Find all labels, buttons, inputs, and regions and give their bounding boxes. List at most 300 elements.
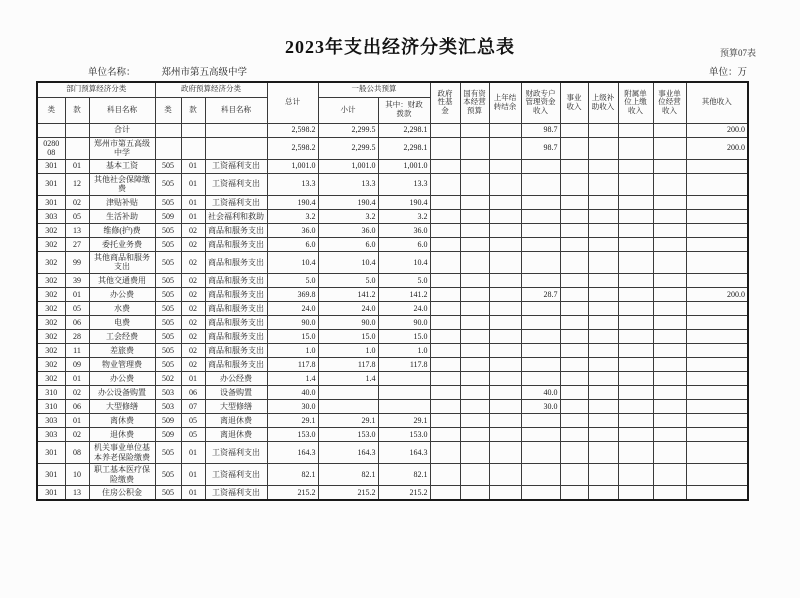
dept-item-cell: 06	[65, 316, 89, 330]
other-income-cell: 200.0	[686, 288, 748, 302]
gov-item-cell	[181, 123, 205, 137]
gov-fund-cell	[430, 209, 460, 223]
state-capital-cell	[460, 344, 489, 358]
public-subtotal-cell: 1.0	[318, 344, 378, 358]
dept-subject-cell: 办公设备购置	[89, 386, 155, 400]
business-operating-cell	[653, 137, 686, 159]
public-fiscal-cell: 13.3	[378, 173, 430, 195]
gov-fund-cell	[430, 386, 460, 400]
table-row	[37, 223, 748, 237]
gov-fund-cell	[430, 123, 460, 137]
public-fiscal-cell	[378, 372, 430, 386]
dept-class-cell: 302	[37, 251, 65, 273]
public-subtotal-cell: 13.3	[318, 173, 378, 195]
dept-item-cell: 01	[65, 414, 89, 428]
dept-subject-cell: 大型修缮	[89, 400, 155, 414]
business-income-cell	[560, 344, 588, 358]
superior-subsidy-cell	[588, 195, 618, 209]
gov-fund-cell	[430, 414, 460, 428]
business-income-cell	[560, 372, 588, 386]
business-income-cell	[560, 195, 588, 209]
unit-name-block	[88, 64, 247, 78]
gov-fund-cell	[430, 137, 460, 159]
page-title: 2023年支出经济分类汇总表	[285, 37, 515, 57]
gov-fund-cell	[430, 223, 460, 237]
dept-class-cell: 302	[37, 302, 65, 316]
superior-subsidy-cell	[588, 358, 618, 372]
gov-item-cell: 02	[181, 274, 205, 288]
business-income-cell	[560, 464, 588, 486]
dept-subject-cell: 工会经费	[89, 330, 155, 344]
gov-class-cell: 509	[155, 428, 181, 442]
fiscal-account-fund-cell	[521, 316, 560, 330]
business-income-cell	[560, 428, 588, 442]
public-subtotal-cell: 164.3	[318, 442, 378, 464]
business-operating-cell	[653, 159, 686, 173]
other-income-cell	[686, 159, 748, 173]
affiliated-remit-cell	[618, 428, 653, 442]
public-fiscal-cell: 36.0	[378, 223, 430, 237]
affiliated-remit-cell	[618, 414, 653, 428]
total-cell: 164.3	[267, 442, 318, 464]
business-income-cell	[560, 358, 588, 372]
gov-subject-cell: 商品和服务支出	[205, 223, 267, 237]
business-income-cell	[560, 159, 588, 173]
superior-subsidy-cell	[588, 486, 618, 500]
carryover-cell	[489, 195, 521, 209]
affiliated-remit-cell	[618, 486, 653, 500]
gov-class-cell: 505	[155, 486, 181, 500]
dept-item-cell: 28	[65, 330, 89, 344]
gov-item-cell: 02	[181, 288, 205, 302]
public-fiscal-cell: 82.1	[378, 464, 430, 486]
gov-fund-cell	[430, 288, 460, 302]
header-dept-subject: 科目名称	[89, 97, 155, 123]
affiliated-remit-cell	[618, 195, 653, 209]
public-fiscal-cell: 2,298.1	[378, 123, 430, 137]
business-operating-cell	[653, 237, 686, 251]
total-cell: 2,598.2	[267, 123, 318, 137]
fiscal-account-fund-cell	[521, 302, 560, 316]
gov-subject-cell: 工资福利支出	[205, 442, 267, 464]
dept-class-cell: 302	[37, 274, 65, 288]
total-cell: 1.0	[267, 344, 318, 358]
header-business-income: 事业 收入	[560, 82, 588, 123]
dept-subject-cell: 办公费	[89, 372, 155, 386]
business-operating-cell	[653, 123, 686, 137]
business-operating-cell	[653, 173, 686, 195]
gov-fund-cell	[430, 274, 460, 288]
public-subtotal-cell: 2,299.5	[318, 137, 378, 159]
total-cell: 6.0	[267, 237, 318, 251]
gov-subject-cell: 离退休费	[205, 428, 267, 442]
superior-subsidy-cell	[588, 400, 618, 414]
affiliated-remit-cell	[618, 274, 653, 288]
public-fiscal-cell: 3.2	[378, 209, 430, 223]
table-row	[37, 400, 748, 414]
dept-subject-cell: 职工基本医疗保 险缴费	[89, 464, 155, 486]
dept-subject-cell: 基本工资	[89, 159, 155, 173]
gov-fund-cell	[430, 251, 460, 273]
gov-subject-cell: 社会福利和救助	[205, 209, 267, 223]
affiliated-remit-cell	[618, 173, 653, 195]
table-row	[37, 486, 748, 500]
affiliated-remit-cell	[618, 372, 653, 386]
dept-subject-cell: 水费	[89, 302, 155, 316]
public-subtotal-cell: 15.0	[318, 330, 378, 344]
other-income-cell	[686, 173, 748, 195]
carryover-cell	[489, 442, 521, 464]
public-subtotal-cell: 29.1	[318, 414, 378, 428]
dept-subject-cell: 住房公积金	[89, 486, 155, 500]
total-cell: 215.2	[267, 486, 318, 500]
fiscal-account-fund-cell	[521, 344, 560, 358]
public-fiscal-cell: 141.2	[378, 288, 430, 302]
gov-subject-cell: 商品和服务支出	[205, 344, 267, 358]
fiscal-account-fund-cell	[521, 464, 560, 486]
dept-item-cell: 02	[65, 386, 89, 400]
superior-subsidy-cell	[588, 330, 618, 344]
public-fiscal-cell: 29.1	[378, 414, 430, 428]
dept-class-cell: 301	[37, 173, 65, 195]
other-income-cell	[686, 428, 748, 442]
gov-item-cell: 01	[181, 372, 205, 386]
unit-measure-label: 单位：万	[708, 68, 747, 78]
dept-class-cell: 303	[37, 414, 65, 428]
gov-item-cell: 06	[181, 386, 205, 400]
business-income-cell	[560, 288, 588, 302]
dept-item-cell: 06	[65, 400, 89, 414]
affiliated-remit-cell	[618, 159, 653, 173]
header-gov-class: 类	[155, 97, 181, 123]
affiliated-remit-cell	[618, 442, 653, 464]
table-row	[37, 428, 748, 442]
dept-class-cell: 0280 08	[37, 137, 65, 159]
total-cell: 5.0	[267, 274, 318, 288]
fiscal-account-fund-cell	[521, 173, 560, 195]
table-row	[37, 173, 748, 195]
state-capital-cell	[460, 428, 489, 442]
state-capital-cell	[460, 386, 489, 400]
superior-subsidy-cell	[588, 274, 618, 288]
gov-class-cell: 502	[155, 372, 181, 386]
table-row	[37, 209, 748, 223]
gov-class-cell: 505	[155, 302, 181, 316]
public-subtotal-cell: 117.8	[318, 358, 378, 372]
header-dept-item: 款	[65, 97, 89, 123]
total-cell: 369.8	[267, 288, 318, 302]
dept-item-cell: 27	[65, 237, 89, 251]
header-public-subtotal: 小计	[318, 97, 378, 123]
public-subtotal-cell: 3.2	[318, 209, 378, 223]
carryover-cell	[489, 123, 521, 137]
dept-item-cell: 05	[65, 209, 89, 223]
total-cell: 190.4	[267, 195, 318, 209]
dept-item-cell: 99	[65, 251, 89, 273]
gov-class-cell: 505	[155, 159, 181, 173]
header-state-capital: 国有资 本经营 预算	[460, 82, 489, 123]
gov-item-cell: 02	[181, 330, 205, 344]
business-income-cell	[560, 330, 588, 344]
header-public-fiscal: 其中：财政 拨款	[378, 97, 430, 123]
state-capital-cell	[460, 316, 489, 330]
dept-item-cell	[65, 137, 89, 159]
carryover-cell	[489, 209, 521, 223]
carryover-cell	[489, 251, 521, 273]
superior-subsidy-cell	[588, 223, 618, 237]
public-subtotal-cell: 36.0	[318, 223, 378, 237]
gov-fund-cell	[430, 372, 460, 386]
state-capital-cell	[460, 358, 489, 372]
gov-class-cell: 505	[155, 195, 181, 209]
public-subtotal-cell	[318, 386, 378, 400]
affiliated-remit-cell	[618, 464, 653, 486]
other-income-cell	[686, 386, 748, 400]
business-operating-cell	[653, 344, 686, 358]
table-row	[37, 414, 748, 428]
total-cell: 1,001.0	[267, 159, 318, 173]
gov-subject-cell: 工资福利支出	[205, 159, 267, 173]
dept-class-cell: 301	[37, 159, 65, 173]
gov-class-cell: 505	[155, 316, 181, 330]
gov-item-cell: 01	[181, 209, 205, 223]
table-row	[37, 372, 748, 386]
dept-class-cell: 302	[37, 223, 65, 237]
public-fiscal-cell	[378, 400, 430, 414]
business-income-cell	[560, 414, 588, 428]
table-row	[37, 316, 748, 330]
public-fiscal-cell: 1,001.0	[378, 159, 430, 173]
gov-item-cell: 05	[181, 428, 205, 442]
dept-subject-cell: 其他社会保障缴 费	[89, 173, 155, 195]
dept-subject-cell: 合计	[89, 123, 155, 137]
total-cell: 1.4	[267, 372, 318, 386]
gov-fund-cell	[430, 159, 460, 173]
carryover-cell	[489, 330, 521, 344]
header-affiliated-remit: 附属单 位上缴 收入	[618, 82, 653, 123]
table-row	[37, 288, 748, 302]
carryover-cell	[489, 400, 521, 414]
business-income-cell	[560, 137, 588, 159]
table-row	[37, 274, 748, 288]
public-fiscal-cell: 6.0	[378, 237, 430, 251]
dept-item-cell: 12	[65, 173, 89, 195]
gov-class-cell: 505	[155, 358, 181, 372]
affiliated-remit-cell	[618, 251, 653, 273]
public-fiscal-cell: 164.3	[378, 442, 430, 464]
superior-subsidy-cell	[588, 442, 618, 464]
gov-item-cell: 01	[181, 464, 205, 486]
other-income-cell	[686, 223, 748, 237]
carryover-cell	[489, 428, 521, 442]
dept-item-cell: 39	[65, 274, 89, 288]
gov-class-cell: 505	[155, 274, 181, 288]
total-cell: 15.0	[267, 330, 318, 344]
header-fiscal-account-fund: 财政专户 管理资金 收入	[521, 82, 560, 123]
gov-item-cell: 07	[181, 400, 205, 414]
business-income-cell	[560, 442, 588, 464]
header-gov-subject: 科目名称	[205, 97, 267, 123]
fiscal-account-fund-cell	[521, 159, 560, 173]
superior-subsidy-cell	[588, 302, 618, 316]
gov-fund-cell	[430, 464, 460, 486]
public-subtotal-cell: 215.2	[318, 486, 378, 500]
fiscal-account-fund-cell: 98.7	[521, 137, 560, 159]
gov-item-cell: 01	[181, 159, 205, 173]
gov-class-cell	[155, 123, 181, 137]
business-operating-cell	[653, 400, 686, 414]
business-income-cell	[560, 400, 588, 414]
state-capital-cell	[460, 173, 489, 195]
business-income-cell	[560, 316, 588, 330]
gov-subject-cell: 商品和服务支出	[205, 302, 267, 316]
other-income-cell	[686, 237, 748, 251]
superior-subsidy-cell	[588, 123, 618, 137]
gov-subject-cell: 商品和服务支出	[205, 358, 267, 372]
dept-class-cell: 303	[37, 428, 65, 442]
gov-fund-cell	[430, 428, 460, 442]
header-business-operating: 事业单 位经营 收入	[653, 82, 686, 123]
expenditure-summary-table	[36, 81, 749, 501]
public-subtotal-cell: 190.4	[318, 195, 378, 209]
business-operating-cell	[653, 330, 686, 344]
gov-item-cell: 01	[181, 195, 205, 209]
gov-item-cell: 02	[181, 237, 205, 251]
carryover-cell	[489, 464, 521, 486]
gov-item-cell: 02	[181, 251, 205, 273]
dept-class-cell: 302	[37, 237, 65, 251]
business-income-cell	[560, 209, 588, 223]
affiliated-remit-cell	[618, 302, 653, 316]
dept-class-cell: 301	[37, 486, 65, 500]
gov-class-cell	[155, 137, 181, 159]
header-gov-budget-group: 政府预算经济分类	[155, 82, 267, 97]
gov-class-cell: 505	[155, 330, 181, 344]
superior-subsidy-cell	[588, 288, 618, 302]
total-cell: 29.1	[267, 414, 318, 428]
other-income-cell	[686, 302, 748, 316]
dept-class-cell: 310	[37, 400, 65, 414]
business-income-cell	[560, 123, 588, 137]
dept-item-cell: 09	[65, 358, 89, 372]
state-capital-cell	[460, 159, 489, 173]
other-income-cell	[686, 372, 748, 386]
dept-subject-cell: 津贴补贴	[89, 195, 155, 209]
gov-class-cell: 505	[155, 237, 181, 251]
public-subtotal-cell: 2,299.5	[318, 123, 378, 137]
fiscal-account-fund-cell: 98.7	[521, 123, 560, 137]
affiliated-remit-cell	[618, 137, 653, 159]
dept-class-cell: 301	[37, 195, 65, 209]
dept-class-cell: 302	[37, 288, 65, 302]
gov-item-cell	[181, 137, 205, 159]
gov-subject-cell: 工资福利支出	[205, 464, 267, 486]
fiscal-account-fund-cell: 28.7	[521, 288, 560, 302]
dept-class-cell: 301	[37, 442, 65, 464]
state-capital-cell	[460, 400, 489, 414]
total-cell: 3.2	[267, 209, 318, 223]
affiliated-remit-cell	[618, 223, 653, 237]
affiliated-remit-cell	[618, 316, 653, 330]
gov-subject-cell: 商品和服务支出	[205, 251, 267, 273]
dept-item-cell: 13	[65, 223, 89, 237]
dept-subject-cell: 办公费	[89, 288, 155, 302]
dept-class-cell: 302	[37, 358, 65, 372]
gov-class-cell: 509	[155, 209, 181, 223]
business-operating-cell	[653, 358, 686, 372]
state-capital-cell	[460, 464, 489, 486]
table-row	[37, 195, 748, 209]
gov-class-cell: 503	[155, 400, 181, 414]
carryover-cell	[489, 288, 521, 302]
dept-class-cell: 302	[37, 316, 65, 330]
dept-subject-cell: 其他商品和服务 支出	[89, 251, 155, 273]
dept-item-cell: 02	[65, 428, 89, 442]
total-cell: 10.4	[267, 251, 318, 273]
fiscal-account-fund-cell	[521, 428, 560, 442]
state-capital-cell	[460, 209, 489, 223]
dept-subject-cell: 郑州市第五高级 中学	[89, 137, 155, 159]
dept-subject-cell: 电费	[89, 316, 155, 330]
total-cell: 153.0	[267, 428, 318, 442]
gov-fund-cell	[430, 442, 460, 464]
public-subtotal-cell: 153.0	[318, 428, 378, 442]
public-subtotal-cell: 24.0	[318, 302, 378, 316]
dept-subject-cell: 维修(护)费	[89, 223, 155, 237]
header-gov-item: 款	[181, 97, 205, 123]
dept-class-cell: 302	[37, 372, 65, 386]
business-operating-cell	[653, 414, 686, 428]
fiscal-account-fund-cell: 30.0	[521, 400, 560, 414]
business-income-cell	[560, 237, 588, 251]
superior-subsidy-cell	[588, 316, 618, 330]
carryover-cell	[489, 358, 521, 372]
dept-item-cell: 08	[65, 442, 89, 464]
carryover-cell	[489, 137, 521, 159]
state-capital-cell	[460, 486, 489, 500]
state-capital-cell	[460, 195, 489, 209]
dept-item-cell	[65, 123, 89, 137]
table-row	[37, 358, 748, 372]
gov-subject-cell: 商品和服务支出	[205, 274, 267, 288]
table-body	[37, 123, 748, 500]
public-subtotal-cell: 1,001.0	[318, 159, 378, 173]
public-fiscal-cell: 117.8	[378, 358, 430, 372]
other-income-cell: 200.0	[686, 137, 748, 159]
fiscal-account-fund-cell	[521, 223, 560, 237]
table-row	[37, 123, 748, 137]
table-row	[37, 237, 748, 251]
table-row	[37, 302, 748, 316]
business-income-cell	[560, 302, 588, 316]
meta-row	[36, 64, 747, 78]
dept-subject-cell: 其他交通费用	[89, 274, 155, 288]
gov-item-cell: 02	[181, 302, 205, 316]
fiscal-account-fund-cell	[521, 414, 560, 428]
affiliated-remit-cell	[618, 344, 653, 358]
superior-subsidy-cell	[588, 372, 618, 386]
public-fiscal-cell	[378, 386, 430, 400]
affiliated-remit-cell	[618, 358, 653, 372]
gov-subject-cell: 工资福利支出	[205, 173, 267, 195]
gov-subject-cell: 离退休费	[205, 414, 267, 428]
total-cell: 90.0	[267, 316, 318, 330]
public-fiscal-cell: 1.0	[378, 344, 430, 358]
other-income-cell	[686, 486, 748, 500]
fiscal-account-fund-cell	[521, 358, 560, 372]
form-number-label: 预算07表	[719, 48, 756, 58]
gov-subject-cell: 商品和服务支出	[205, 288, 267, 302]
